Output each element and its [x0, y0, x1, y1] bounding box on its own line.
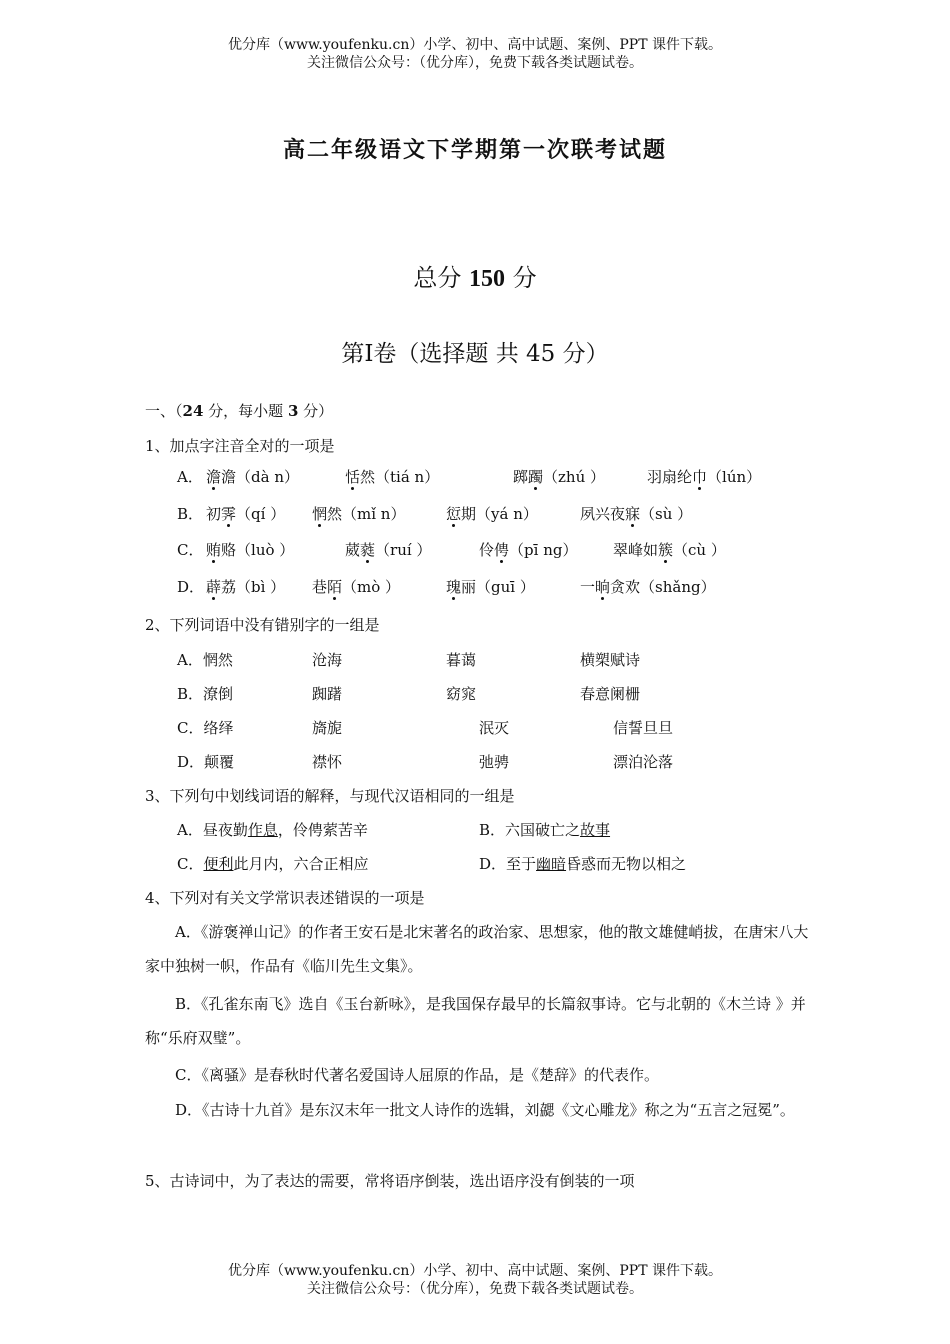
question-5-stem: 5、古诗词中，为了表达的需要，常将语序倒装，选出语序没有倒装的一项 — [145, 1172, 635, 1190]
q2-option-a-word-4: 横槊赋诗 — [580, 651, 641, 669]
q2-option-c-word-3: 泯灭 — [479, 719, 510, 737]
q1-option-a-item-3: 踯躅（zhú ） — [513, 468, 606, 486]
q1-option-d-item-1: 薜荔（bì ） — [206, 578, 286, 596]
q3-option-d: D．至于幽暗昏惑而无物以相之 — [479, 855, 687, 873]
q2-option-b-word-1: B．潦倒 — [177, 685, 234, 703]
q1-option-a-item-4: 羽扇纶巾（lún） — [647, 468, 762, 486]
q1-option-c-label: C． — [177, 541, 204, 559]
footer-line-2: 关注微信公众号：（优分库），免费下载各类试题试卷。 — [307, 1281, 643, 1297]
q2-option-b-word-2: 踟躇 — [312, 685, 343, 703]
volume-heading: 第Ⅰ卷（选择题 共 45 分） — [341, 341, 609, 367]
q3-option-a: A．昼夜勤作息，伶俜萦苦辛 — [177, 821, 368, 839]
q1-option-a-item-1: 澹澹（dà n） — [206, 468, 299, 486]
q2-option-a-word-3: 暮蔼 — [446, 651, 477, 669]
q2-option-d-word-1: D．颠覆 — [177, 753, 235, 771]
q1-option-a-label: A． — [177, 468, 203, 486]
footer-line-1: 优分库（www.youfenku.cn）小学、初中、高中试题、案例、PPT 课件下载。 — [227, 1263, 722, 1279]
page-footer — [0, 1262, 950, 1298]
header-line-1: 优分库（www.youfenku.cn）小学、初中、高中试题、案例、PPT 课件下载。 — [227, 37, 722, 53]
q1-option-d-item-4: 一晌贪欢（shǎng） — [580, 578, 716, 596]
q1-option-d-item-3: 瑰丽（guī ） — [446, 578, 535, 596]
q2-option-a-word-1: A．惘然 — [177, 651, 233, 669]
question-2-stem: 2、下列词语中没有错别字的一组是 — [145, 616, 380, 634]
q2-option-c-word-2: 旖旎 — [312, 719, 343, 737]
q1-option-b-item-4: 夙兴夜寐（sù ） — [580, 505, 693, 523]
q2-option-c-word-4: 信誓旦旦 — [613, 719, 674, 737]
q1-option-c-item-4: 翠峰如簇（cù ） — [613, 541, 726, 559]
q1-option-b-item-1: 初霁（qí ） — [206, 505, 286, 523]
q2-option-d-word-2: 襟怀 — [312, 753, 343, 771]
q4-option-a: A．《游褒禅山记》的作者王安石是北宋著名的政治家、思想家，他的散文雄健峭拔，在唐宋八大家中独树一帜，作品有《临川先生文集》。 — [145, 923, 809, 975]
question-1-stem: 1、加点字注音全对的一项是 — [145, 437, 335, 455]
q2-option-d-word-3: 弛骋 — [479, 753, 510, 771]
q2-option-c-word-1: C．络绎 — [177, 719, 234, 737]
header-line-2: 关注微信公众号：（优分库），免费下载各类试题试卷。 — [307, 55, 643, 71]
q1-option-b-item-2: 惘然（mǐ n） — [312, 505, 406, 523]
q2-option-d-word-4: 漂泊沦落 — [613, 753, 674, 771]
question-3-stem: 3、下列句中划线词语的解释，与现代汉语相同的一组是 — [145, 787, 515, 805]
q1-option-b-item-3: 愆期（yá n） — [446, 505, 538, 523]
q4-option-c: C．《离骚》是春秋时代著名爱国诗人屈原的作品，是《楚辞》的代表作。 — [175, 1066, 659, 1084]
q2-option-b-word-3: 窈窕 — [446, 685, 477, 703]
page-header — [0, 36, 950, 72]
q4-option-b: B．《孔雀东南飞》选自《玉台新咏》，是我国保存最早的长篇叙事诗。它与北朝的《木兰诗 》并称“乐府双璧”。 — [145, 995, 806, 1047]
section-heading: 一、（24 分，每小题 3 分） — [145, 402, 334, 420]
q1-option-c-item-2: 葳蕤（ruí ） — [345, 541, 432, 559]
q1-option-c-item-3: 伶俜（pī ng） — [479, 541, 578, 559]
q1-option-b-label: B． — [177, 505, 204, 523]
q2-option-b-word-4: 春意阑栅 — [580, 685, 641, 703]
q1-option-a-item-2: 恬然（tiá n） — [345, 468, 440, 486]
q3-option-c: C．便利此月内，六合正相应 — [177, 855, 369, 873]
q2-option-a-word-2: 沧海 — [312, 651, 343, 669]
q3-option-b: B．六国破亡之故事 — [479, 821, 611, 839]
question-4-stem: 4、下列对有关文学常识表述错误的一项是 — [145, 889, 425, 907]
total-score: 总分 150 分 — [413, 264, 537, 292]
q4-option-d: D．《古诗十九首》是东汉末年一批文人诗作的选辑，刘勰《文心雕龙》称之为“五言之冠冕”。 — [175, 1101, 795, 1119]
q1-option-d-item-2: 巷陌（mò ） — [312, 578, 401, 596]
exam-title: 高二年级语文下学期第一次联考试题 — [282, 137, 667, 163]
q1-option-c-item-1: 贿赂（luò ） — [206, 541, 295, 559]
q1-option-d-label: D． — [177, 578, 205, 596]
